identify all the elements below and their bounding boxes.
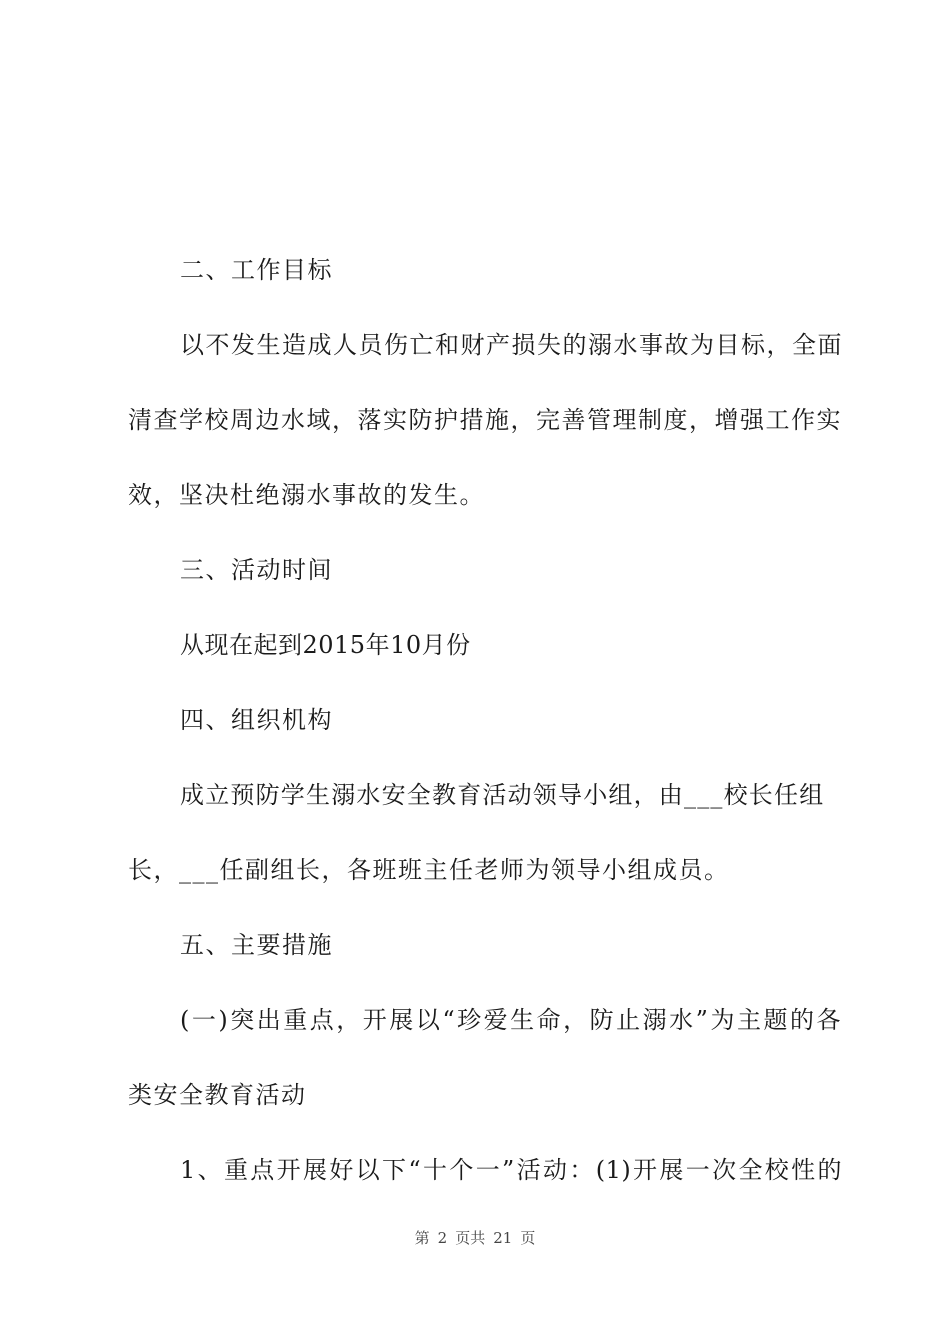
footer-current-page: 2 (437, 1229, 448, 1247)
footer-middle: 页共 (455, 1229, 486, 1247)
paragraph-line: (一)突出重点，开展以“珍爱生命，防止溺水”为主题的各 (180, 1006, 842, 1034)
paragraph-line: 1、重点开展好以下“十个一”活动：(1)开展一次全校性的 (180, 1156, 842, 1184)
paragraph-line: 效，坚决杜绝溺水事故的发生。 (128, 481, 485, 509)
paragraph-line: 清查学校周边水域，落实防护措施，完善管理制度，增强工作实 (128, 406, 842, 434)
footer-total-pages: 21 (493, 1229, 513, 1247)
paragraph-line: 类安全教育活动 (128, 1081, 307, 1109)
paragraph-line: 从现在起到2015年10月份 (180, 631, 471, 659)
heading-main-measures: 五、主要措施 (180, 931, 333, 959)
heading-organization: 四、组织机构 (180, 706, 333, 734)
heading-activity-time: 三、活动时间 (180, 556, 333, 584)
paragraph-line: 长，___任副组长，各班班主任老师为领导小组成员。 (128, 856, 730, 884)
page-footer (0, 1228, 950, 1248)
paragraph-line: 以不发生造成人员伤亡和财产损失的溺水事故为目标，全面 (180, 331, 843, 359)
footer-prefix: 第 (414, 1229, 430, 1247)
heading-work-goals: 二、工作目标 (180, 256, 333, 284)
paragraph-line: 成立预防学生溺水安全教育活动领导小组，由___校长任组 (180, 781, 825, 809)
footer-suffix: 页 (520, 1229, 536, 1247)
